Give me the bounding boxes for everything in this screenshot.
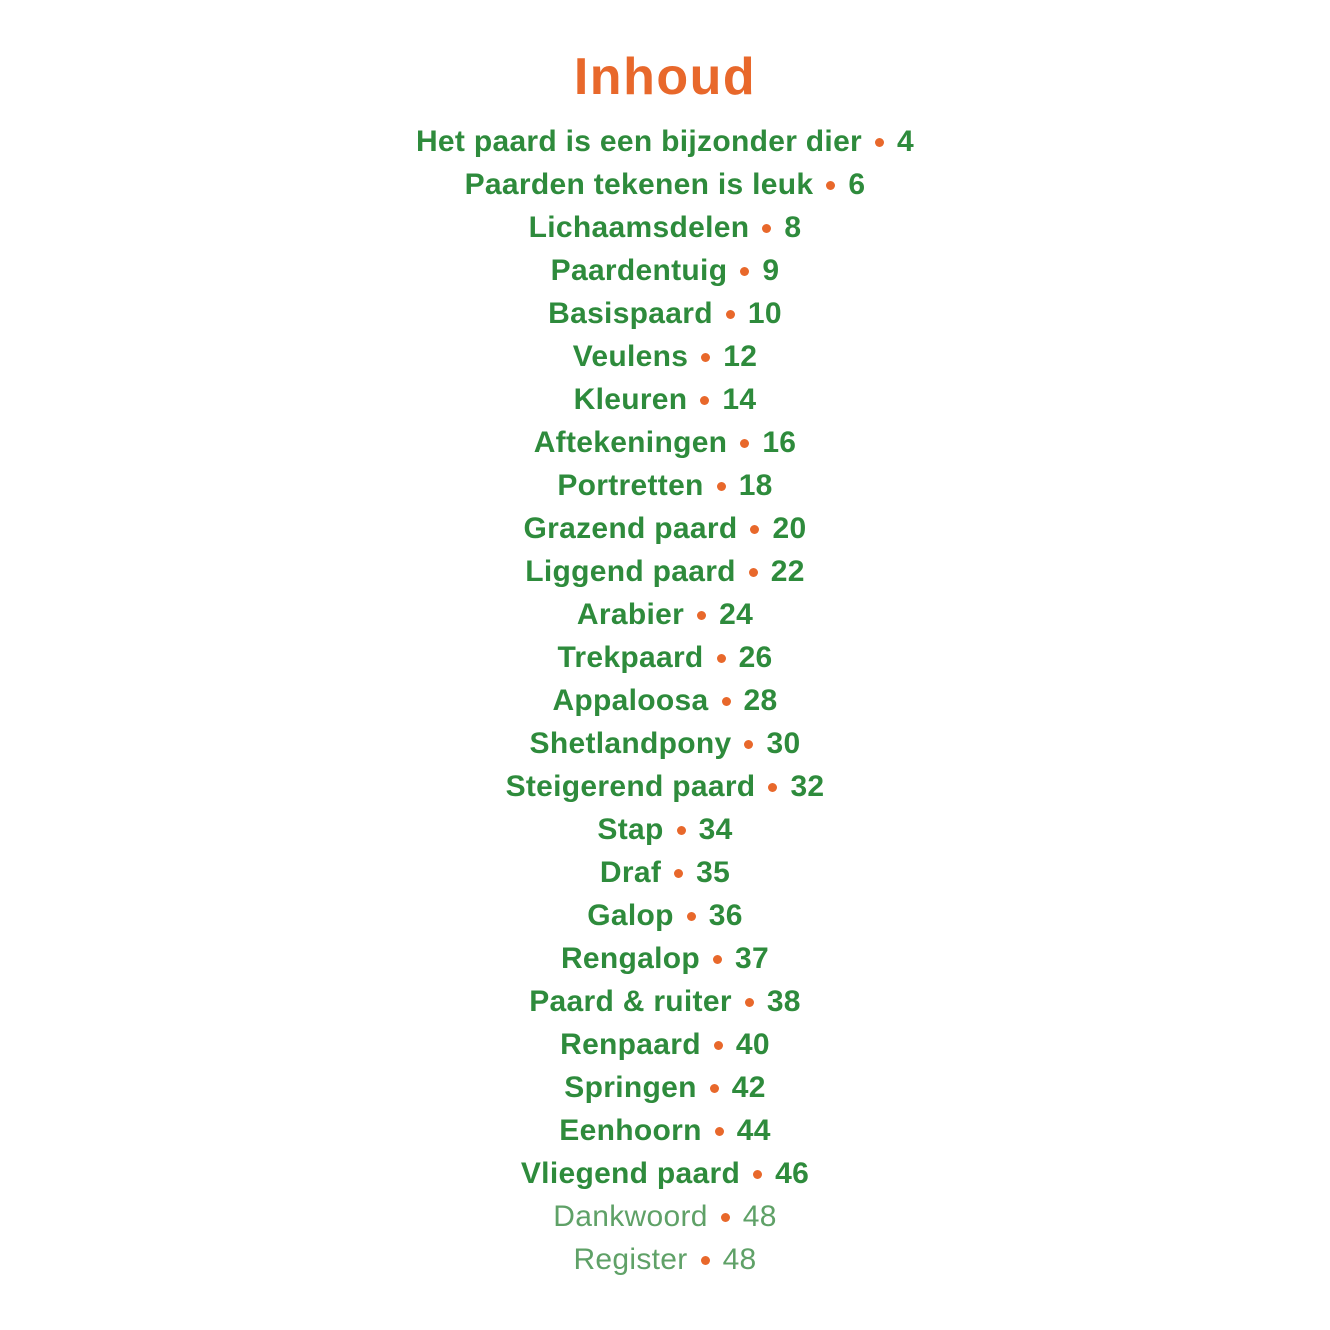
toc-entry — [530, 723, 801, 766]
toc-entry-label: Renpaard — [560, 1028, 701, 1062]
bullet-separator-icon — [717, 654, 726, 663]
toc-entry-page: 48 — [722, 1243, 757, 1277]
toc-entry-page: 26 — [738, 641, 773, 675]
toc-entry — [600, 852, 730, 895]
toc-entry — [416, 121, 914, 164]
toc-entry-label: Grazend paard — [523, 512, 738, 546]
toc-entry — [525, 551, 805, 594]
toc-entry-label: Paardentuig — [550, 254, 728, 288]
toc-entry — [529, 207, 802, 250]
toc-entry — [573, 336, 757, 379]
bullet-separator-icon — [697, 611, 706, 620]
toc-entry — [506, 766, 825, 809]
bullet-separator-icon — [753, 1170, 762, 1179]
toc-entry-label: Het paard is een bijzonder dier — [415, 125, 863, 159]
toc-entry-label: Eenhoorn — [559, 1114, 702, 1148]
toc-entry-label: Galop — [587, 899, 674, 933]
toc-entry — [577, 594, 753, 637]
toc-entry-page: 36 — [708, 899, 743, 933]
page-title: Inhoud — [573, 48, 757, 106]
toc-entry-label: Liggend paard — [525, 555, 736, 589]
bullet-separator-icon — [726, 310, 735, 319]
toc-entry — [564, 1067, 765, 1110]
toc-entry-page: 34 — [698, 813, 733, 847]
toc-entry-label: Appaloosa — [552, 684, 709, 718]
bullet-separator-icon — [717, 482, 726, 491]
bullet-separator-icon — [826, 181, 835, 190]
toc-entry-page: 48 — [742, 1200, 777, 1234]
bullet-separator-icon — [715, 1127, 724, 1136]
toc-entry-page: 4 — [897, 125, 915, 159]
toc-entry-page: 42 — [731, 1071, 766, 1105]
toc-entry-label: Vliegend paard — [520, 1157, 741, 1191]
toc-entry-label: Shetlandpony — [529, 727, 732, 761]
bullet-separator-icon — [768, 783, 777, 792]
toc-entry — [534, 422, 797, 465]
toc-entry-label: Rengalop — [560, 942, 701, 976]
toc-entry-label: Paard & ruiter — [529, 985, 732, 1019]
toc-entry-page: 16 — [762, 426, 797, 460]
toc-entry-page: 37 — [735, 942, 770, 976]
toc-entry-label: Dankwoord — [553, 1200, 708, 1234]
toc-entry — [529, 981, 801, 1024]
toc-entry — [521, 1153, 809, 1196]
toc-entry-page: 35 — [696, 856, 731, 890]
toc-entry-page: 24 — [719, 598, 754, 632]
bullet-separator-icon — [677, 826, 686, 835]
bullet-separator-icon — [721, 1213, 730, 1222]
toc-entry — [551, 250, 780, 293]
bullet-separator-icon — [740, 267, 749, 276]
toc-entry — [524, 508, 807, 551]
toc-entry-page: 38 — [766, 985, 801, 1019]
bullet-separator-icon — [749, 568, 758, 577]
toc-list — [0, 121, 1330, 1282]
toc-entry-label: Draf — [599, 856, 662, 890]
toc-entry-page: 46 — [775, 1157, 810, 1191]
toc-entry-label: Portretten — [557, 469, 704, 503]
toc-entry-page: 28 — [743, 684, 778, 718]
toc-entry — [557, 465, 772, 508]
toc-entry-page: 9 — [762, 254, 780, 288]
toc-entry — [548, 293, 782, 336]
toc-entry-label: Register — [573, 1243, 688, 1277]
toc-entry — [552, 680, 777, 723]
bullet-separator-icon — [687, 912, 696, 921]
toc-entry-page: 40 — [735, 1028, 770, 1062]
bullet-separator-icon — [750, 525, 759, 534]
toc-entry — [559, 1110, 770, 1153]
toc-entry-label: Trekpaard — [557, 641, 704, 675]
toc-entry — [597, 809, 732, 852]
bullet-separator-icon — [740, 439, 749, 448]
toc-entry-label: Veulens — [572, 340, 689, 374]
toc-entry-page: 14 — [722, 383, 757, 417]
toc-entry-label: Paarden tekenen is leuk — [464, 168, 814, 202]
toc-entry-label: Kleuren — [573, 383, 688, 417]
bullet-separator-icon — [745, 998, 754, 1007]
toc-entry-page: 22 — [770, 555, 805, 589]
toc-entry-page: 12 — [723, 340, 758, 374]
bullet-separator-icon — [701, 1256, 710, 1265]
toc-entry-page: 30 — [766, 727, 801, 761]
toc-entry-label: Basispaard — [548, 297, 713, 331]
toc-entry-page: 32 — [790, 770, 825, 804]
toc-entry — [561, 938, 769, 981]
bullet-separator-icon — [762, 224, 771, 233]
toc-entry — [465, 164, 866, 207]
toc-entry — [553, 1196, 776, 1239]
toc-entry — [574, 379, 757, 422]
toc-entry-label: Springen — [564, 1071, 697, 1105]
toc-entry-page: 8 — [784, 211, 802, 245]
bullet-separator-icon — [710, 1084, 719, 1093]
bullet-separator-icon — [875, 138, 884, 147]
toc-entry-page: 20 — [772, 512, 807, 546]
toc-entry-page: 18 — [738, 469, 773, 503]
toc-entry — [560, 1024, 770, 1067]
toc-entry — [587, 895, 743, 938]
toc-entry-page: 6 — [848, 168, 866, 202]
toc-entry — [573, 1239, 756, 1282]
toc-entry-label: Stap — [597, 813, 664, 847]
bullet-separator-icon — [674, 869, 683, 878]
bullet-separator-icon — [700, 396, 709, 405]
toc-entry-label: Aftekeningen — [533, 426, 728, 460]
bullet-separator-icon — [722, 697, 731, 706]
bullet-separator-icon — [744, 740, 753, 749]
bullet-separator-icon — [701, 353, 710, 362]
toc-entry-page: 44 — [736, 1114, 771, 1148]
bullet-separator-icon — [713, 955, 722, 964]
bullet-separator-icon — [714, 1041, 723, 1050]
toc-entry-label: Steigerend paard — [505, 770, 756, 804]
toc-entry-label: Arabier — [576, 598, 685, 632]
toc-entry — [557, 637, 772, 680]
toc-entry-page: 10 — [747, 297, 782, 331]
toc-entry-label: Lichaamsdelen — [528, 211, 750, 245]
